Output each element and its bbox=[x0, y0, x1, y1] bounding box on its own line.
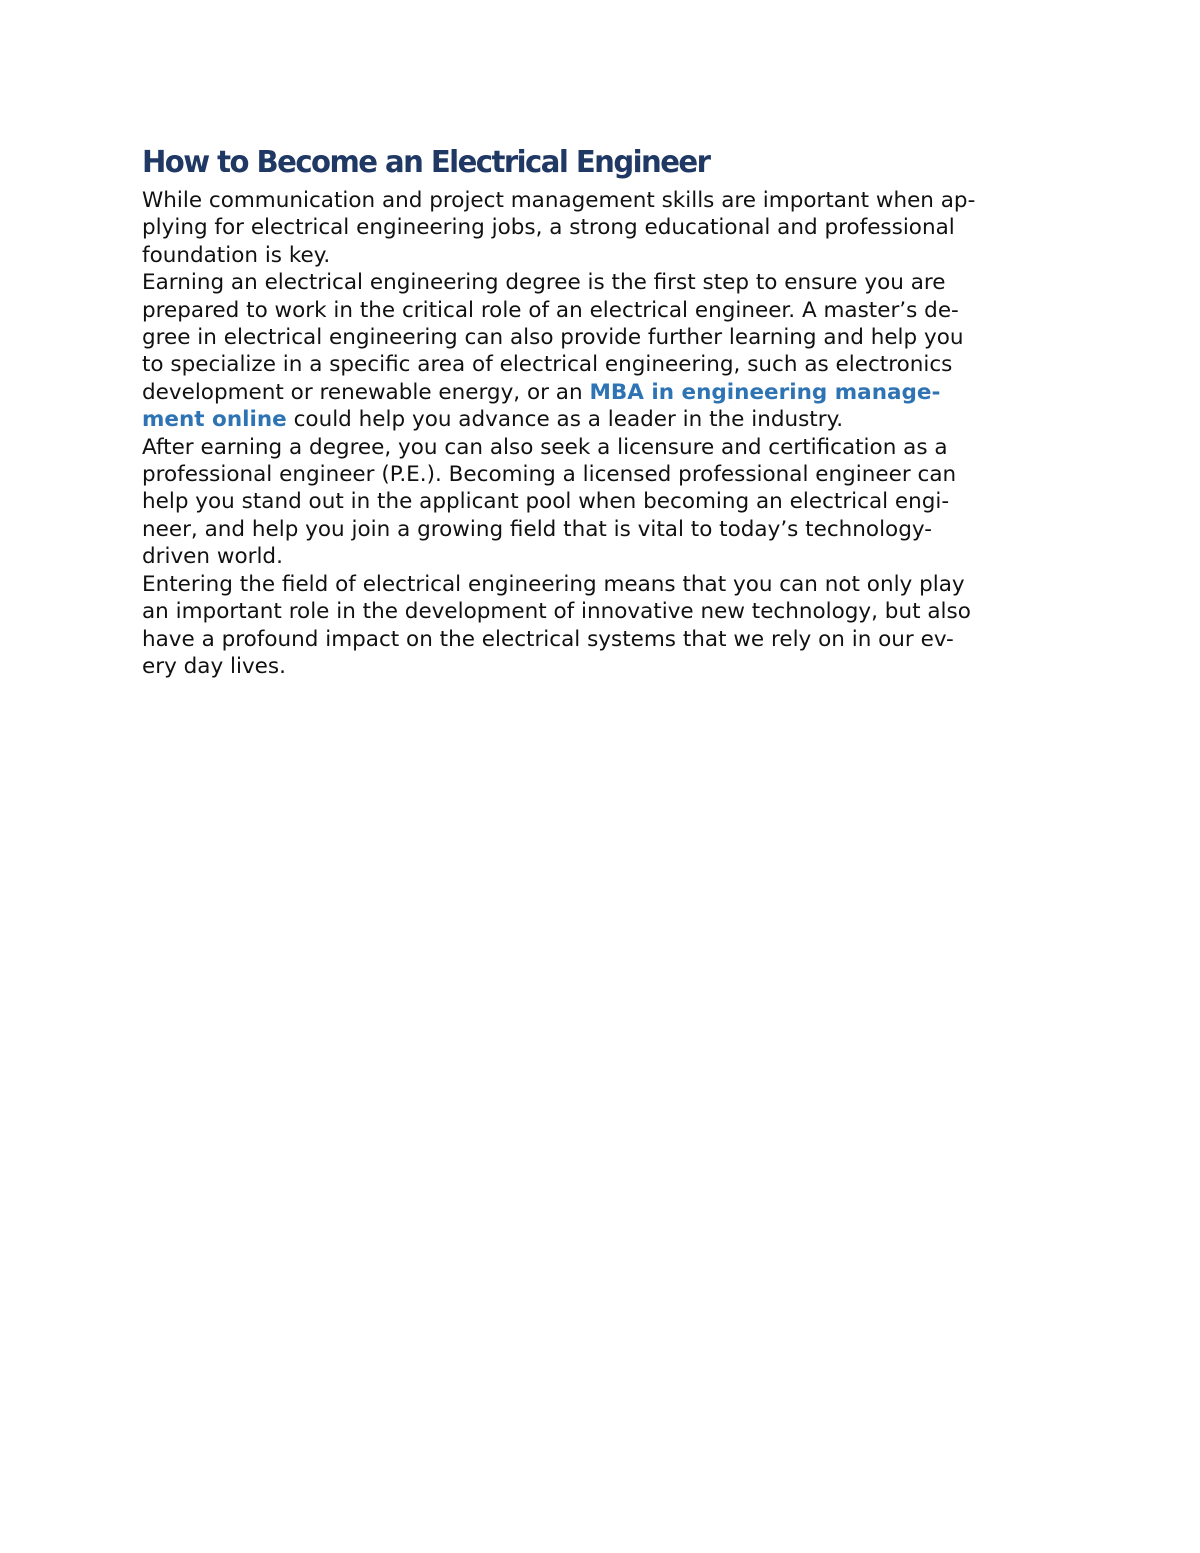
document-content bbox=[142, 143, 1062, 680]
text-line: an important role in the development of innovative new technology, but also bbox=[142, 599, 971, 625]
text-segment: development or renewable energy, or an bbox=[142, 379, 590, 405]
text-line: gree in electrical engineering can also provide further learning and help you bbox=[142, 325, 964, 351]
text-line: have a profound impact on the electrical systems that we rely on in our ev- bbox=[142, 626, 954, 652]
mba-link-part-2[interactable]: ment online bbox=[142, 407, 287, 433]
text-line: neer, and help you join a growing field that is vital to today’s technology- bbox=[142, 516, 932, 542]
text-line bbox=[142, 379, 1062, 406]
paragraph-conclusion bbox=[142, 571, 1062, 681]
paragraph-degree bbox=[142, 269, 1062, 433]
paragraph-intro bbox=[142, 187, 1062, 269]
text-line bbox=[142, 406, 1062, 433]
page-title: How to Become an Electrical Engineer bbox=[142, 145, 710, 180]
text-line: foundation is key. bbox=[142, 242, 331, 268]
text-line: driven world. bbox=[142, 544, 283, 570]
paragraph-licensure bbox=[142, 434, 1062, 571]
text-line: help you stand out in the applicant pool when becoming an electrical engi- bbox=[142, 489, 950, 515]
text-line: Entering the field of electrical engineering means that you can not only play bbox=[142, 571, 965, 597]
text-line: After earning a degree, you can also seek a licensure and certification as a bbox=[142, 434, 948, 460]
text-line: plying for electrical engineering jobs, a strong educational and professional bbox=[142, 215, 955, 241]
text-line: While communication and project management skills are important when ap- bbox=[142, 188, 976, 213]
text-line: ery day lives. bbox=[142, 653, 286, 679]
text-line: professional engineer (P.E.). Becoming a licensed professional engineer can bbox=[142, 462, 957, 488]
text-line: to specialize in a specific area of electrical engineering, such as electronics bbox=[142, 352, 953, 378]
text-line: Earning an electrical engineering degree is the first step to ensure you are bbox=[142, 270, 946, 296]
text-segment: could help you advance as a leader in the industry. bbox=[286, 407, 844, 433]
text-line: prepared to work in the critical role of an electrical engineer. A master’s de- bbox=[142, 297, 959, 323]
mba-link-part-1[interactable]: MBA in engineering manage- bbox=[589, 379, 941, 405]
